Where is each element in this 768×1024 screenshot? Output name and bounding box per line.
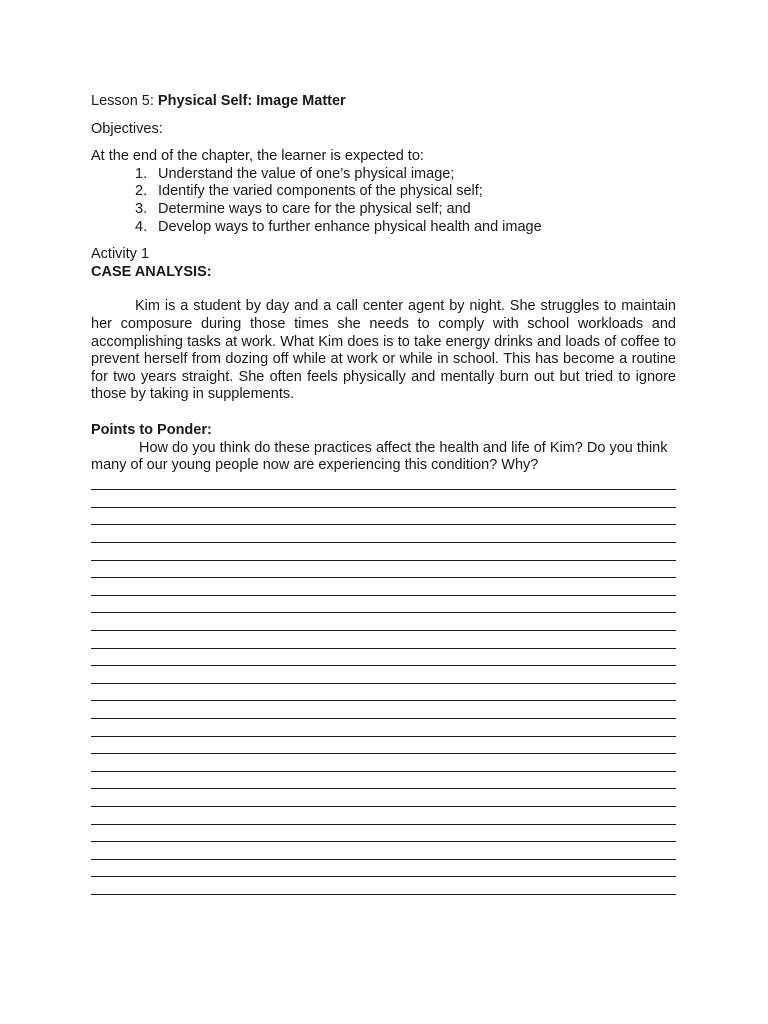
answer-line[interactable] bbox=[91, 666, 676, 684]
objectives-heading: Objectives: bbox=[91, 120, 163, 137]
answer-line[interactable] bbox=[91, 877, 676, 895]
activity-label: Activity 1 bbox=[91, 246, 150, 263]
answer-line[interactable] bbox=[91, 649, 676, 667]
objective-number: 1. bbox=[135, 165, 148, 182]
objectives-intro: At the end of the chapter, the learner is expected to: bbox=[91, 148, 424, 165]
answer-line[interactable] bbox=[91, 613, 676, 631]
lesson-name: Physical Self: Image Matter bbox=[157, 93, 346, 109]
lesson-title bbox=[91, 93, 676, 111]
answer-line[interactable] bbox=[91, 631, 676, 649]
answer-line[interactable] bbox=[91, 842, 676, 860]
lesson-prefix: Lesson 5: bbox=[91, 93, 158, 109]
answer-line[interactable] bbox=[91, 825, 676, 843]
objective-item bbox=[91, 219, 676, 237]
ponder-question: How do you think do these practices affect the health and life of Kim? Do you think many of our young people now are experiencing this condition? Why? bbox=[91, 439, 668, 474]
answer-line[interactable] bbox=[91, 473, 676, 491]
objective-item bbox=[91, 166, 676, 184]
answer-line[interactable] bbox=[91, 508, 676, 526]
objectives-list bbox=[91, 166, 676, 236]
answer-line[interactable] bbox=[91, 596, 676, 614]
answer-line[interactable] bbox=[91, 789, 676, 807]
objective-item bbox=[91, 201, 676, 219]
objective-text: Determine ways to care for the physical self; and bbox=[158, 200, 471, 217]
answer-line[interactable] bbox=[91, 772, 676, 790]
objective-text: Develop ways to further enhance physical health and image bbox=[158, 218, 542, 235]
answer-lines[interactable] bbox=[91, 475, 676, 897]
answer-line[interactable] bbox=[91, 684, 676, 702]
objective-text: Understand the value of one’s physical image; bbox=[158, 165, 455, 182]
answer-line[interactable] bbox=[91, 490, 676, 508]
case-paragraph: Kim is a student by day and a call center agent by night. She struggles to maintain her composure during those times she needs to comply with school workloads and accomplishing tasks at work. What Kim does is to take energy drinks and loads of coffee to prevent herself from dozing off while at work or while in school. This has become a routine for two years straight. She often feels physically and mentally burn out but tried to ignore those by taking in supplements. bbox=[91, 298, 676, 403]
answer-line[interactable] bbox=[91, 754, 676, 772]
answer-line[interactable] bbox=[91, 807, 676, 825]
objective-number: 3. bbox=[135, 200, 148, 217]
answer-line[interactable] bbox=[91, 543, 676, 561]
answer-line[interactable] bbox=[91, 860, 676, 878]
answer-line[interactable] bbox=[91, 578, 676, 596]
answer-line[interactable] bbox=[91, 701, 676, 719]
objective-text: Identify the varied components of the physical self; bbox=[158, 183, 483, 200]
answer-line[interactable] bbox=[91, 525, 676, 543]
case-analysis-heading: CASE ANALYSIS: bbox=[91, 263, 212, 280]
answer-line[interactable] bbox=[91, 561, 676, 579]
answer-line[interactable] bbox=[91, 719, 676, 737]
objective-number: 2. bbox=[135, 183, 148, 200]
objective-number: 4. bbox=[135, 218, 148, 235]
objective-item bbox=[91, 183, 676, 201]
points-to-ponder-heading: Points to Ponder: bbox=[91, 421, 212, 438]
answer-line[interactable] bbox=[91, 737, 676, 755]
document-page bbox=[91, 93, 676, 897]
